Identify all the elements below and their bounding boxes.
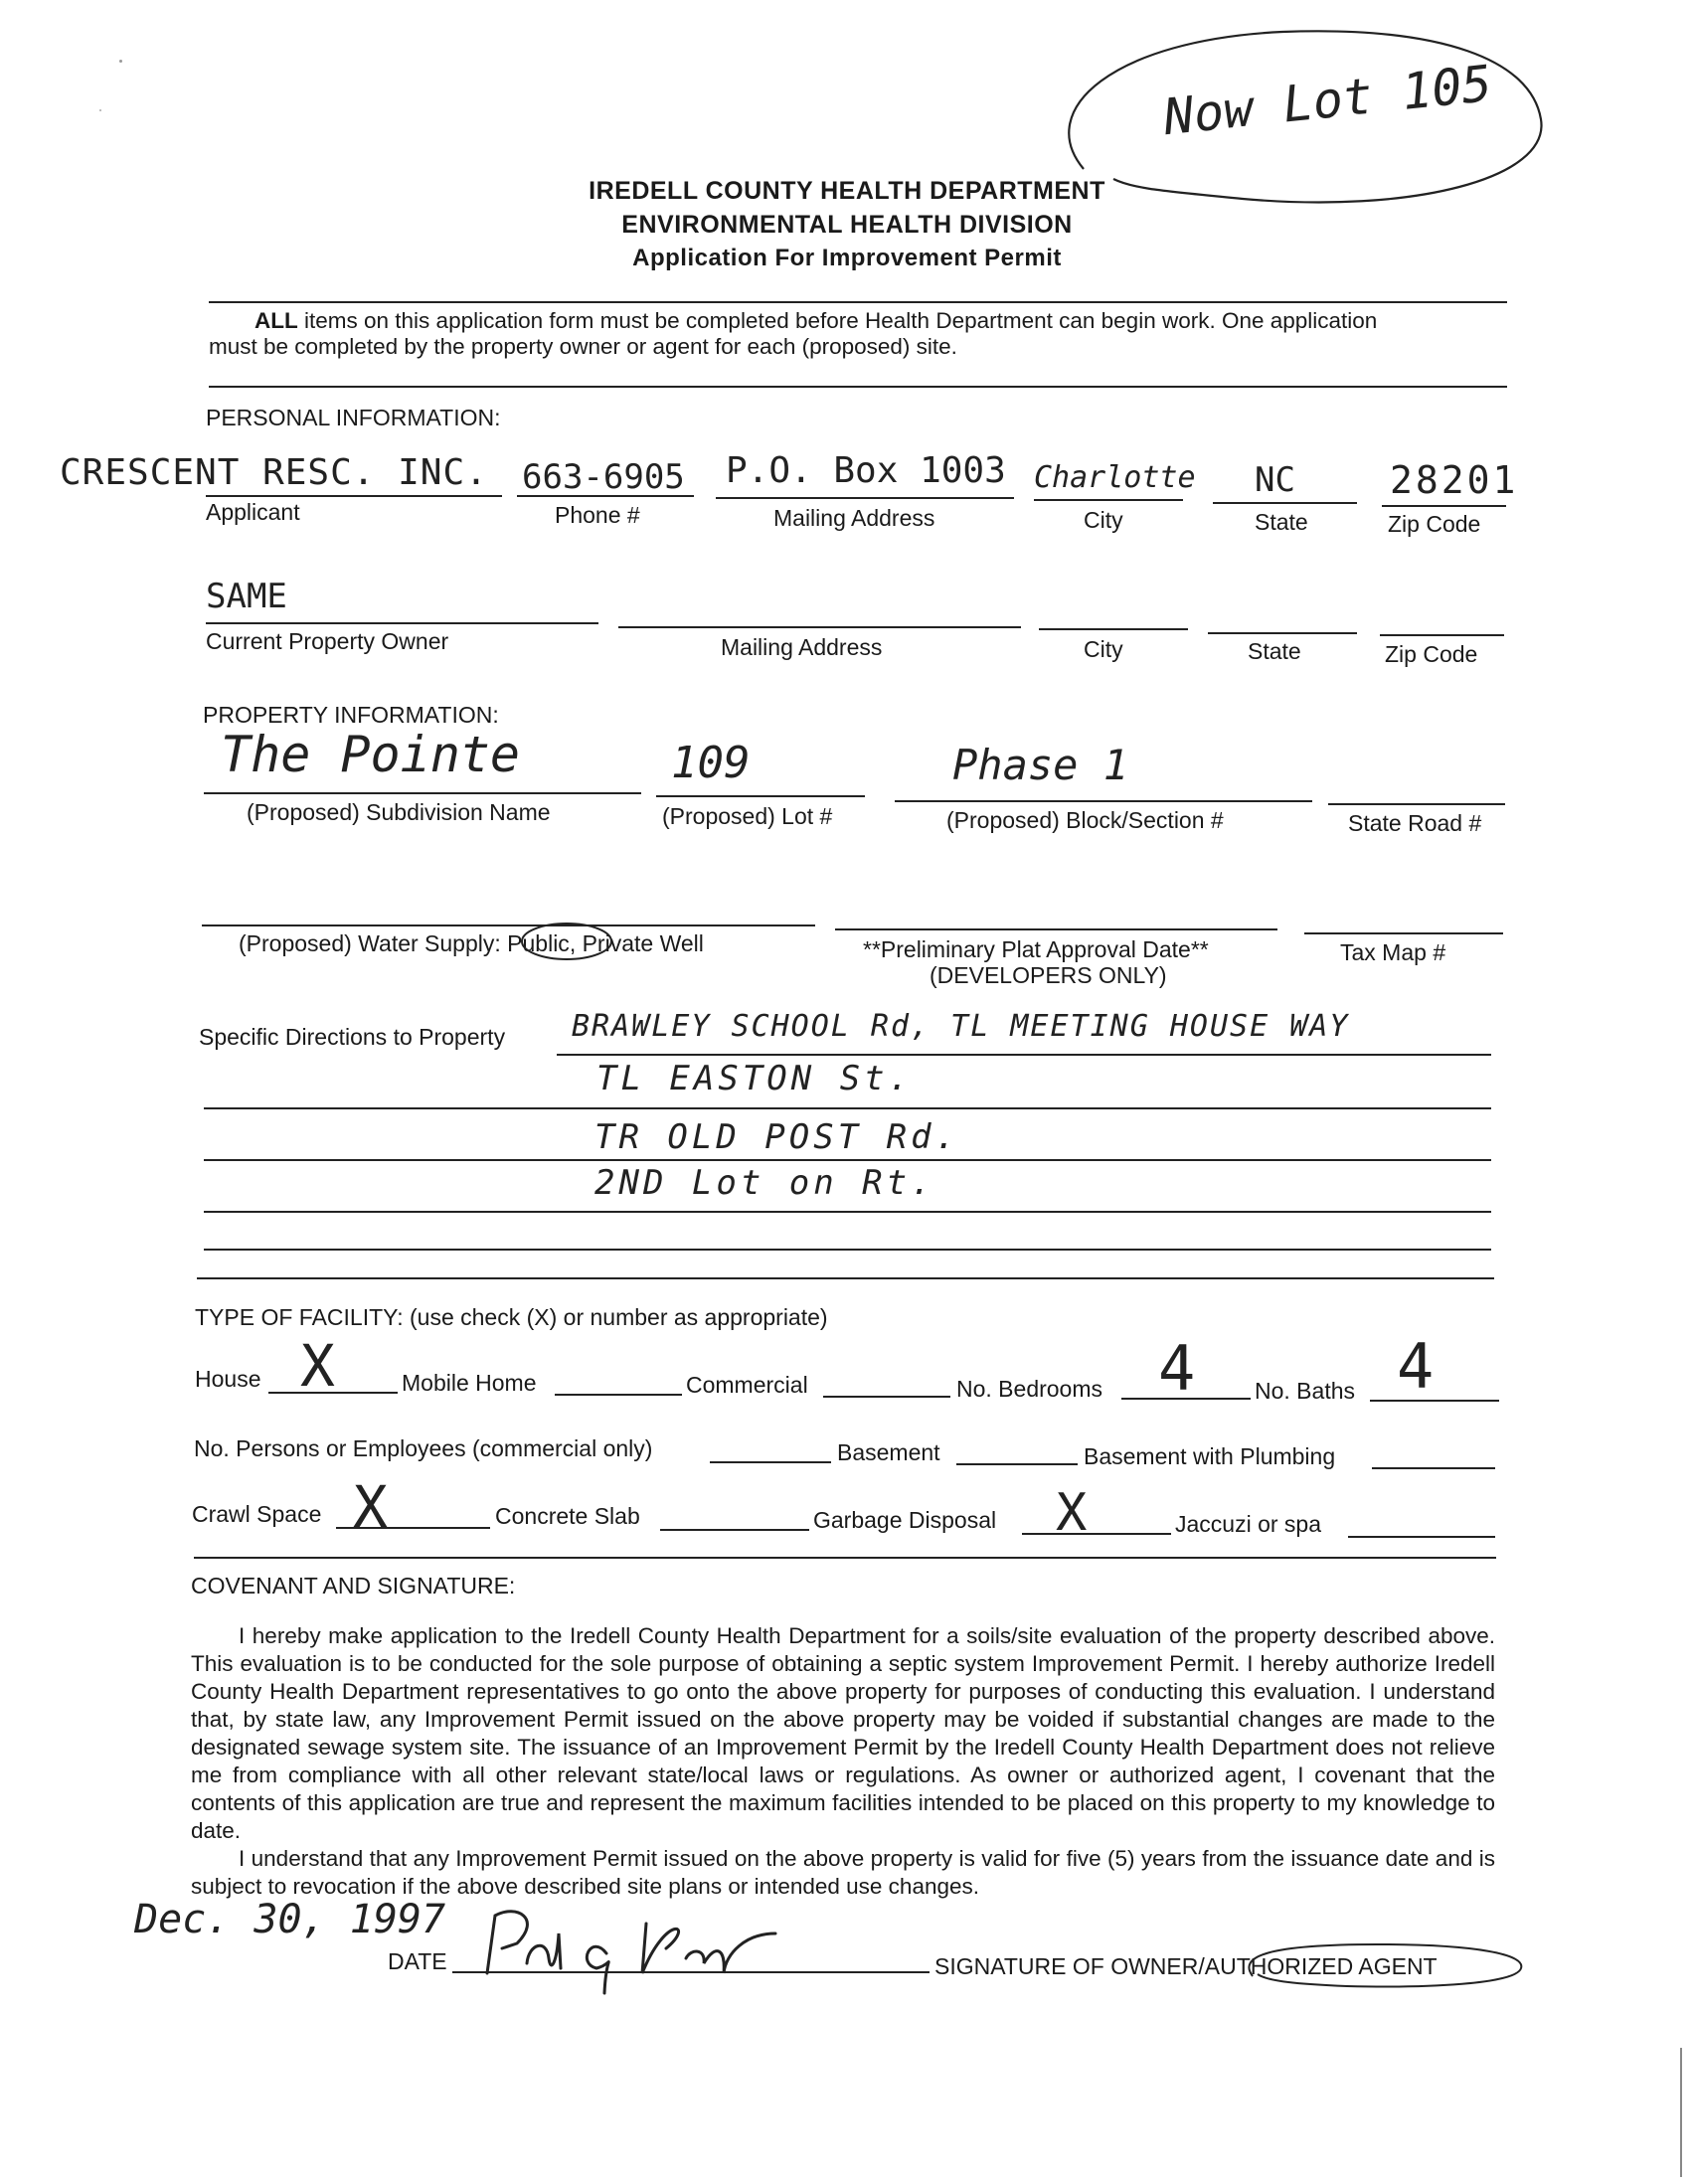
- date-value[interactable]: Dec. 30, 1997: [134, 1897, 446, 1942]
- owner-state-label: State: [1248, 638, 1301, 664]
- house-label: House: [195, 1366, 261, 1392]
- rule-top: [209, 301, 1507, 303]
- block-line: [895, 800, 1312, 802]
- covenant-paragraph-2: I understand that any Improvement Permit issued on the above property is valid for five (5) years from the issuance date and is subject to revocation if the above described site plans or intended use changes.: [191, 1846, 1495, 1899]
- jacuzzi-line: [1348, 1536, 1495, 1538]
- applicant-value[interactable]: CRESCENT RESC. INC.: [60, 452, 488, 493]
- crawl-mark[interactable]: X: [353, 1473, 388, 1541]
- lot-line: [656, 795, 865, 797]
- signature-label-b: AUTHORIZED AGENT: [1204, 1953, 1438, 1979]
- mailing-value[interactable]: P.O. Box 1003: [726, 450, 1006, 491]
- garbage-line: [1022, 1533, 1171, 1535]
- block-value[interactable]: Phase 1: [952, 741, 1129, 789]
- baths-label: No. Baths: [1255, 1378, 1355, 1404]
- persons-line: [710, 1461, 831, 1463]
- owner-city-line: [1039, 628, 1188, 630]
- plat-sub-label: (DEVELOPERS ONLY): [930, 962, 1167, 988]
- directions-line-4[interactable]: 2ND Lot on Rt.: [594, 1163, 935, 1203]
- city-label: City: [1084, 507, 1123, 533]
- bedrooms-label: No. Bedrooms: [956, 1376, 1103, 1402]
- covenant-heading: COVENANT AND SIGNATURE:: [191, 1573, 516, 1598]
- state-road-label: State Road #: [1348, 810, 1482, 836]
- zip-value[interactable]: 28201: [1390, 458, 1519, 502]
- baths-line: [1370, 1400, 1499, 1402]
- baths-value[interactable]: 4: [1397, 1330, 1435, 1403]
- covenant-paragraph-1: I hereby make application to the Iredell County Health Department for a soils/site evaluation of the property described above. This evaluation is to be conducted for the sole purpose of obtaining a septic system Improvement Permit. I hereby authorize Iredell County Health Department representatives to go onto the above property for purposes of conducting this evaluation. I understand that, by state law, any Improvement Permit issued on the above property may be voided if substantial changes are made to the designated sewage system site. The issuance of an Improvement Permit by the Iredell County Health Department does not relieve me from compliance with all other relevant state/local laws or regulations. As owner or authorized agent, I covenant that the contents of this application are true and represent the maximum facilities intended to be placed on this property to my knowledge to date.: [191, 1623, 1495, 1843]
- owner-value[interactable]: SAME: [206, 577, 287, 616]
- property-heading: PROPERTY INFORMATION:: [203, 702, 499, 728]
- crawl-label: Crawl Space: [192, 1501, 322, 1527]
- basement-plumbing-line: [1372, 1467, 1495, 1469]
- house-mark[interactable]: X: [300, 1332, 335, 1400]
- state-road-line: [1328, 803, 1505, 805]
- bedrooms-value[interactable]: 4: [1158, 1332, 1196, 1405]
- personal-heading: PERSONAL INFORMATION:: [206, 405, 501, 430]
- directions-line-1[interactable]: BRAWLEY SCHOOL Rd, TL MEETING HOUSE WAY: [572, 1009, 1350, 1044]
- date-label: DATE: [388, 1948, 447, 1974]
- facility-heading: TYPE OF FACILITY: (use check (X) or number as appropriate): [195, 1304, 828, 1330]
- mobile-label: Mobile Home: [402, 1370, 537, 1396]
- commercial-label: Commercial: [686, 1372, 808, 1398]
- covenant-text: [191, 1622, 1495, 1901]
- subdivision-line: [204, 792, 641, 794]
- slab-label: Concrete Slab: [495, 1503, 640, 1529]
- slab-line: [660, 1529, 809, 1531]
- basement-line: [956, 1463, 1078, 1465]
- mailing-line: [716, 497, 1014, 499]
- water-label-b: , Private Well: [569, 930, 704, 956]
- directions-line-2[interactable]: TL EASTON St.: [596, 1059, 914, 1098]
- water-public-option[interactable]: Public: [507, 930, 570, 956]
- state-line: [1213, 502, 1357, 504]
- applicant-label: Applicant: [206, 499, 300, 525]
- directions-rule-4: [204, 1211, 1491, 1213]
- directions-rule-2: [204, 1107, 1491, 1109]
- applicant-line: [206, 495, 502, 497]
- phone-label: Phone #: [555, 502, 640, 528]
- water-label: [239, 930, 704, 957]
- plat-line: [835, 928, 1277, 930]
- owner-mailing-line: [618, 626, 1021, 628]
- taxmap-label: Tax Map #: [1340, 939, 1446, 965]
- signature-label-a: SIGNATURE OF OWNER/: [934, 1953, 1205, 1979]
- owner-line: [206, 622, 598, 624]
- water-line: [202, 924, 815, 926]
- directions-rule-6: [197, 1277, 1494, 1279]
- phone-line: [517, 495, 694, 497]
- jacuzzi-label: Jaccuzi or spa: [1175, 1511, 1322, 1537]
- owner-state-line: [1208, 632, 1357, 634]
- bedrooms-line: [1121, 1398, 1251, 1400]
- authorized-agent-circle: [1228, 1936, 1536, 1996]
- intro-rest-1: items on this application form must be completed before Health Department can begin work. One application: [297, 308, 1378, 333]
- lot-value[interactable]: 109: [671, 738, 751, 788]
- form-title: Application For Improvement Permit: [632, 245, 1062, 271]
- garbage-mark[interactable]: X: [1056, 1483, 1088, 1543]
- scan-speck: [99, 109, 101, 111]
- garbage-label: Garbage Disposal: [813, 1507, 997, 1533]
- signature-image[interactable]: [457, 1894, 815, 2003]
- owner-mailing-label: Mailing Address: [721, 634, 883, 660]
- division-title: ENVIRONMENTAL HEALTH DIVISION: [621, 211, 1073, 239]
- plat-label: **Preliminary Plat Approval Date**: [863, 936, 1209, 962]
- basement-plumbing-label: Basement with Plumbing: [1084, 1443, 1336, 1469]
- state-value[interactable]: NC: [1255, 460, 1295, 500]
- house-line: [268, 1392, 398, 1394]
- phone-value[interactable]: 663-6905: [522, 457, 685, 497]
- subdivision-label: (Proposed) Subdivision Name: [247, 799, 551, 825]
- block-label: (Proposed) Block/Section #: [946, 807, 1224, 833]
- owner-zip-label: Zip Code: [1385, 641, 1478, 667]
- state-label: State: [1255, 509, 1308, 535]
- owner-city-label: City: [1084, 636, 1123, 662]
- directions-label: Specific Directions to Property: [199, 1024, 506, 1050]
- department-title: IREDELL COUNTY HEALTH DEPARTMENT: [589, 177, 1105, 205]
- rule-intro-bottom: [209, 386, 1507, 388]
- rule-facility-bottom: [194, 1557, 1496, 1559]
- intro-rest-2: must be completed by the property owner or agent for each (proposed) site.: [209, 334, 957, 359]
- scan-edge: [1680, 2048, 1682, 2177]
- directions-line-3[interactable]: TR OLD POST Rd.: [594, 1117, 960, 1157]
- commercial-line: [823, 1396, 950, 1398]
- intro-bold: ALL: [254, 308, 298, 333]
- scan-speck: [119, 60, 122, 63]
- intro-text: [209, 308, 1511, 360]
- directions-rule-1: [557, 1054, 1491, 1056]
- directions-rule-3: [204, 1159, 1491, 1161]
- city-line: [1034, 499, 1183, 501]
- subdivision-value[interactable]: The Pointe: [221, 726, 521, 783]
- basement-label: Basement: [837, 1439, 940, 1465]
- lot-label: (Proposed) Lot #: [662, 803, 833, 829]
- city-value[interactable]: Charlotte: [1034, 460, 1196, 495]
- directions-rule-5: [204, 1249, 1491, 1251]
- mobile-line: [555, 1394, 682, 1396]
- zip-label: Zip Code: [1388, 511, 1481, 537]
- annotation-now-lot: Now Lot 105: [1160, 54, 1495, 147]
- mailing-label: Mailing Address: [773, 505, 935, 531]
- water-label-a: (Proposed) Water Supply:: [239, 930, 508, 956]
- taxmap-line: [1304, 932, 1503, 934]
- crawl-line: [336, 1527, 490, 1529]
- persons-label: No. Persons or Employees (commercial only): [194, 1435, 653, 1461]
- water-public-circle: [517, 917, 616, 966]
- zip-line: [1382, 505, 1506, 507]
- owner-zip-line: [1380, 634, 1504, 636]
- owner-label: Current Property Owner: [206, 628, 449, 654]
